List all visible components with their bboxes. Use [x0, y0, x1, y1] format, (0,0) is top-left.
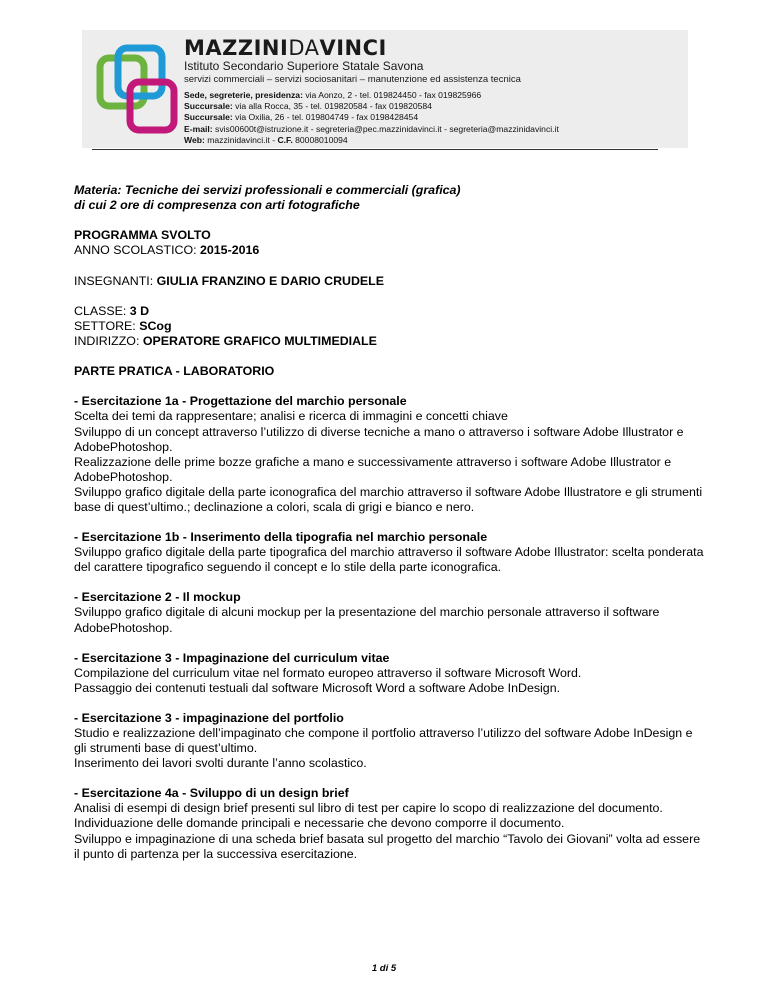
materia-line-1: Materia: Tecniche dei servizi professionali e commerciali (grafica)	[74, 183, 461, 197]
section-esercitazione-2	[74, 590, 704, 635]
section-esercitazione-4a	[74, 786, 704, 861]
section-esercitazione-1a	[74, 394, 704, 515]
header-divider	[92, 149, 658, 150]
letterhead	[82, 30, 688, 148]
section-line: Compilazione del curriculum vitae nel formato europeo attraverso il software Microsoft Word.	[74, 665, 582, 680]
insegnanti: INSEGNANTI: GIULIA FRANZINO E DARIO CRUDELE	[74, 273, 385, 288]
settore: SETTORE: SCog	[74, 318, 172, 333]
section-line: Individuazione delle domande principali e necessarie che devono comporre il documento.	[74, 816, 565, 831]
section-line: Inserimento dei lavori svolti durante l’anno scolastico.	[74, 756, 367, 771]
section-esercitazione-3-cv	[74, 651, 704, 696]
section-title: - Esercitazione 4a - Sviluppo di un design brief	[74, 786, 349, 801]
section-title: - Esercitazione 1a - Progettazione del marchio personale	[74, 394, 407, 409]
section-line: Realizzazione delle prime bozze grafiche a mano e successivamente attraverso i software Adobe Illustrator e AdobePhotoshop.	[74, 454, 672, 484]
section-line: Sviluppo grafico digitale di alcuni mockup per la presentazione del marchio personale attraverso il software AdobePhotoshop.	[74, 605, 660, 635]
section-title: - Esercitazione 3 - impaginazione del portfolio	[74, 710, 344, 725]
contact-email: E-mail: svis00600t@istruzione.it - segreteria@pec.mazzinidavinci.it - segreteria@mazzinidavinci.it	[184, 123, 559, 134]
brand-block	[184, 36, 684, 146]
section-line: Sviluppo di un concept attraverso l’utilizzo di diverse tecniche a mano o attraverso i software Adobe Illustrator e AdobePhotoshop.	[74, 424, 684, 454]
document-body	[74, 183, 704, 877]
contacts-block	[184, 90, 684, 146]
contact-succursale-1: Succursale: via alla Rocca, 35 - tel. 019820584 - fax 019820584	[184, 101, 432, 112]
classe: CLASSE: 3 D	[74, 303, 150, 318]
section-esercitazione-3-portfolio	[74, 711, 704, 771]
brand-subtitle: Istituto Secondario Superiore Statale Savona	[184, 59, 424, 73]
section-line: Studio e realizzazione dell’impaginato che compone il portfolio attraverso l’utilizzo del software Adobe InDesign e gli strumenti base di quest’ultimo.	[74, 726, 693, 756]
contact-sede: Sede, segreterie, presidenza: via Aonzo, 2 - tel. 019824450 - fax 019825966	[184, 90, 482, 100]
section-title: - Esercitazione 1b - Inserimento della tipografia nel marchio personale	[74, 530, 488, 545]
brand-name: MAZZINIDAVINCI	[184, 36, 387, 60]
programma-heading: PROGRAMMA SVOLTO	[74, 228, 211, 243]
section-line: Sviluppo grafico digitale della parte tipografica del marchio attraverso il software Adobe Illustrator: scelta ponderata del carattere tipografico seguendo il concept e lo stile della parte iconografica.	[74, 545, 704, 575]
materia-line-2: di cui 2 ore di compresenza con arti fotografiche	[74, 198, 360, 213]
contact-succursale-2: Succursale: via Oxilia, 26 - tel. 019804749 - fax 0198428454	[184, 112, 419, 123]
school-logo	[96, 42, 180, 142]
section-line: Sviluppo e impaginazione di una scheda brief basata sul progetto del marchio “Tavolo dei Giovani” volta ad essere il punto di partenza per la successiva esercitazione.	[74, 831, 701, 861]
brand-services: servizi commerciali – servizi sociosanitari – manutenzione ed assistenza tecnica	[184, 74, 521, 85]
parte-pratica-heading: PARTE PRATICA - LABORATORIO	[74, 364, 275, 379]
section-line: Scelta dei temi da rappresentare; analisi e ricerca di immagini e concetti chiave	[74, 409, 508, 424]
section-line: Analisi di esempi di design brief presenti sul libro di test per capire lo scopo di realizzazione del documento.	[74, 801, 663, 816]
section-title: - Esercitazione 3 - Impaginazione del curriculum vitae	[74, 650, 390, 665]
section-title: - Esercitazione 2 - Il mockup	[74, 590, 241, 605]
contact-web: Web: mazzinidavinci.it - C.F. 80008010094	[184, 134, 348, 145]
section-line: Sviluppo grafico digitale della parte iconografica del marchio attraverso il software Adobe Illustratore e gli strumenti base di quest’ultimo.; declinazione a colori, scala di grigi e bianco e nero.	[74, 484, 703, 514]
section-line: Passaggio dei contenuti testuali dal software Microsoft Word a software Adobe InDesign.	[74, 680, 561, 695]
page-number: 1 di 5	[371, 963, 397, 974]
indirizzo: INDIRIZZO: OPERATORE GRAFICO MULTIMEDIALE	[74, 333, 377, 348]
anno-scolastico: ANNO SCOLASTICO: 2015-2016	[74, 243, 260, 258]
section-esercitazione-1b	[74, 530, 704, 575]
